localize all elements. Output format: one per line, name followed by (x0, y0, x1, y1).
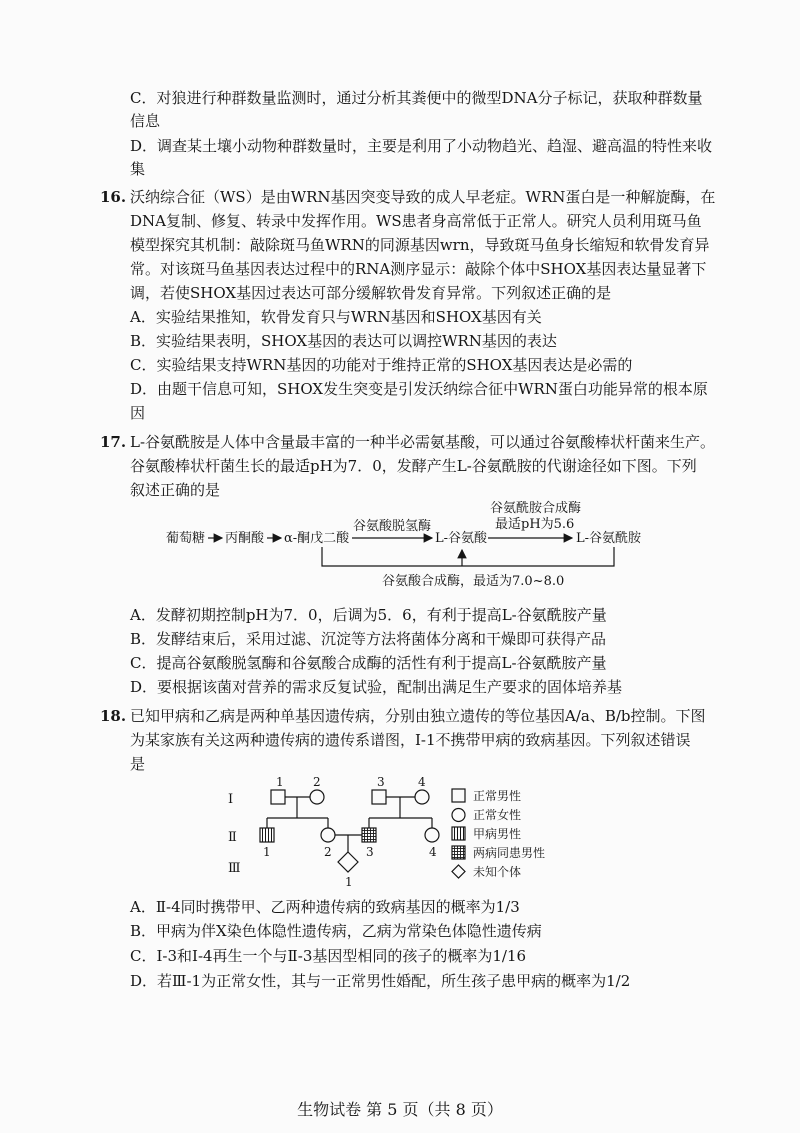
generation-label-ii: Ⅱ (228, 830, 237, 845)
pathway-diagram (0, 495, 800, 590)
legend-symbol-normal-male (452, 789, 465, 802)
q18-stem-line: 为某家族有关这两种遗传病的遗传系谱图，Ⅰ-1不携带甲病的致病基因。下列叙述错误 (130, 731, 691, 749)
pathway-node-alpha-ketoglutarate: α-酮戊二酸 (284, 531, 350, 546)
q18-number: 18. (100, 707, 127, 725)
q17-stem-line: 谷氨酸棒状杆菌生长的最适pH为7．0，发酵产生L-谷氨酰胺的代谢途径如下图。下列 (130, 457, 697, 475)
q17-stem-line: 叙述正确的是 (130, 481, 221, 499)
individual-number: 2 (313, 775, 321, 789)
individual-i4-normal-female (415, 790, 429, 804)
legend-symbol-both-diseases-male (452, 846, 465, 859)
individual-number: 3 (377, 775, 385, 789)
individual-number: 1 (345, 875, 353, 889)
generation-label-iii: Ⅲ (228, 861, 241, 876)
legend-symbol-disease-a-male (452, 827, 465, 840)
individual-number: 1 (263, 845, 271, 859)
pathway-enzyme-glutamate-dehydrogenase: 谷氨酸脱氢酶 (353, 519, 432, 534)
q17-option-d: D．要根据该菌对营养的需求反复试验，配制出满足生产要求的固体培养基 (130, 678, 623, 696)
pathway-bracket (322, 547, 614, 566)
q18-option-c: C．Ⅰ-3和Ⅰ-4再生一个与Ⅱ-3基因型相同的孩子的概率为1/16 (130, 947, 527, 965)
q17-option-c: C．提高谷氨酸脱氢酶和谷氨酸合成酶的活性有利于提高L-谷氨酰胺产量 (130, 654, 607, 672)
individual-ii4-normal-female (425, 828, 439, 842)
q16-stem-line: 常。对该斑马鱼基因表达过程中的RNA测序显示：敲除个体中SHOX基因表达量显著下 (130, 260, 707, 278)
prev-option-d-line1: D．调查某土壤小动物种群数量时，主要是利用了小动物趋光、趋湿、避高温的特性来收 (130, 137, 713, 155)
pathway-enzyme-glutamine-synthetase: 谷氨酰胺合成酶 (490, 501, 582, 516)
q18-stem-line: 已知甲病和乙病是两种单基因遗传病，分别由独立遗传的等位基因A/a、B/b控制。下图 (130, 707, 706, 725)
prev-option-d-line2: 集 (130, 160, 146, 178)
individual-number: 3 (366, 845, 374, 859)
prev-option-c-line2: 信息 (130, 112, 161, 130)
pathway-node-glutamate: L-谷氨酸 (435, 531, 488, 546)
legend-symbol-normal-female (452, 809, 465, 822)
q16-option-d: D．由题干信息可知，SHOX发生突变是引发沃纳综合征中WRN蛋白功能异常的根本原 (130, 380, 708, 398)
q16-stem-line: DNA复制、修复、转录中发挥作用。WS患者身高常低于正常人。研究人员利用斑马鱼 (130, 212, 702, 230)
q16-stem-line: 调，若使SHOX基因过表达可部分缓解软骨发育异常。下列叙述正确的是 (130, 284, 612, 302)
q18-stem-line: 是 (130, 755, 146, 773)
q18-option-a: A．Ⅱ-4同时携带甲、乙两种遗传病的致病基因的概率为1/3 (130, 898, 520, 916)
individual-number: 1 (276, 775, 284, 789)
pathway-node-glucose: 葡萄糖 (166, 531, 206, 546)
q16-number: 16. (100, 188, 127, 206)
pathway-node-pyruvate: 丙酮酸 (225, 531, 265, 546)
q18-option-d: D．若Ⅲ-1为正常女性，其与一正常男性婚配，所生孩子患甲病的概率为1/2 (130, 972, 631, 990)
individual-i3-normal-male (372, 790, 386, 804)
individual-number: 2 (324, 845, 332, 859)
individual-ii3-both-diseases-male (362, 828, 376, 842)
q16-stem-line: 模型探究其机制：敲除斑马鱼WRN的同源基因wrn，导致斑马鱼身长缩短和软骨发育异 (130, 236, 710, 254)
individual-iii1-unknown (338, 852, 358, 872)
pathway-enzyme-glutamate-synthase: 谷氨酸合成酶，最适为7.0~8.0 (382, 574, 565, 589)
pathway-enzyme-optimal-ph: 最适pH为5.6 (495, 517, 575, 532)
legend-label: 两病同患男性 (473, 846, 546, 860)
pedigree-chart (0, 772, 800, 892)
generation-label-i: Ⅰ (228, 792, 234, 807)
legend-label: 未知个体 (473, 865, 522, 879)
q17-number: 17. (100, 433, 127, 451)
page-footer: 生物试卷 第 5 页（共 8 页） (297, 1100, 503, 1119)
legend-symbol-unknown (452, 865, 465, 878)
q16-option-a: A．实验结果推知，软骨发育只与WRN基因和SHOX基因有关 (130, 308, 542, 326)
individual-ii1-disease-a-male (260, 828, 274, 842)
q16-option-b: B．实验结果表明，SHOX基因的表达可以调控WRN基因的表达 (130, 332, 557, 350)
individual-i1-normal-male (271, 790, 285, 804)
q17-stem-line: L-谷氨酰胺是人体中含量最丰富的一种半必需氨基酸，可以通过谷氨酸棒状杆菌来生产。 (130, 433, 716, 451)
q17-option-b: B．发酵结束后，采用过滤、沉淀等方法将菌体分离和干燥即可获得产品 (130, 630, 607, 648)
legend-label: 正常男性 (473, 789, 522, 803)
q16-option-d-line2: 因 (130, 404, 146, 422)
individual-number: 4 (429, 845, 437, 859)
prev-option-c-line1: C．对狼进行种群数量监测时，通过分析其粪便中的微型DNA分子标记，获取种群数量 (130, 89, 703, 107)
individual-number: 4 (418, 775, 426, 789)
q16-option-c: C．实验结果支持WRN基因的功能对于维持正常的SHOX基因表达是必需的 (130, 356, 633, 374)
q18-option-b: B．甲病为伴X染色体隐性遗传病，乙病为常染色体隐性遗传病 (130, 922, 542, 940)
q16-stem-line: 沃纳综合征（WS）是由WRN基因突变导致的成人早老症。WRN蛋白是一种解旋酶，在 (130, 188, 716, 206)
q17-option-a: A．发酵初期控制pH为7．0，后调为5．6，有利于提高L-谷氨酰胺产量 (130, 606, 607, 624)
pathway-node-glutamine: L-谷氨酰胺 (576, 531, 642, 546)
legend-label: 甲病男性 (473, 827, 522, 841)
legend-label: 正常女性 (473, 808, 522, 822)
individual-i2-normal-female (310, 790, 324, 804)
individual-ii2-normal-female (321, 828, 335, 842)
